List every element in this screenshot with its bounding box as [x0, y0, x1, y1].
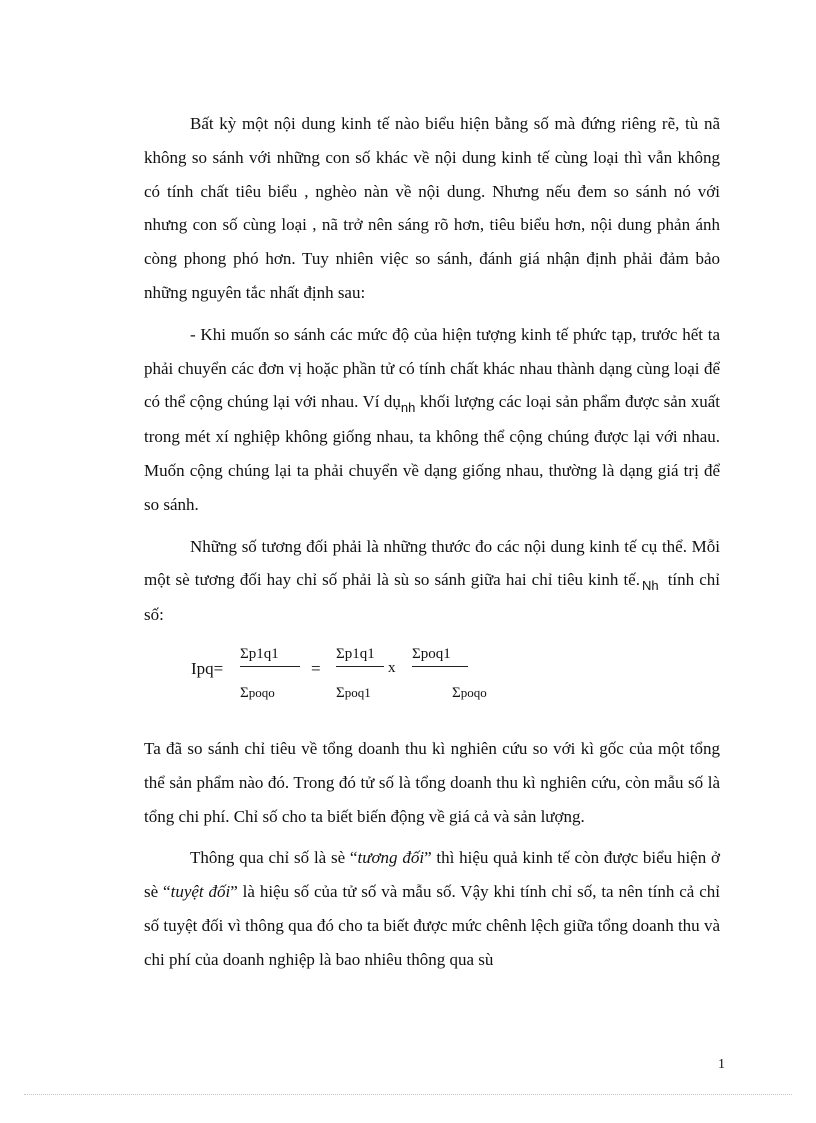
fraction-bar-1 — [240, 666, 300, 667]
paragraph-5-text-a: Thông qua chỉ số là sè “ — [190, 848, 358, 868]
formula-denominator-1-sub: poqo — [248, 684, 275, 700]
paragraph-3 — [144, 530, 720, 632]
italic-term-relative: tương đối — [357, 848, 425, 868]
paragraph-3-text-b: tính chỉ số: — [144, 570, 720, 625]
document-body — [144, 107, 720, 977]
formula-denominator-3-sub: poqo — [460, 684, 487, 700]
formula-denominator-2 — [336, 676, 371, 711]
formula-denominator-2-sub: poq1 — [344, 684, 371, 700]
formula-equals: = — [311, 658, 321, 678]
formula-lhs: Ipq= — [191, 658, 224, 678]
paragraph-1: Bất kỳ một nội dung kinh tế nào biểu hiện bằng số mà đứng riêng rẽ, tù nã không so sánh với những con số khác về nội dung kinh tế cùng loại thì vẫn không có tính chất tiêu biểu , nghèo nàn về nội dung. Nhưng nếu đem so sánh nó với nhưng con số cùng loại , nã trở nên sáng rõ hơn, tiêu biểu hơn, nội dung phản ánh còng phong phó hơn. Tuy nhiên việc so sánh, đánh giá nhận định phải đảm bảo những nguyên tắc nhất định sau: — [144, 114, 720, 302]
paragraph-5-text-c: ” là hiệu số của tử số và mẫu số. Vậy khi tính chỉ số, ta nên tính cả chỉ số tuyệt đối vì thông qua đó cho ta biết được mức chênh lệch giữa tổng doanh thu và chi phí của doanh nghiệp là bao nhiêu thông qua sù — [144, 882, 720, 969]
page-bottom-rule — [24, 1094, 792, 1095]
paragraph-2 — [144, 318, 720, 522]
fraction-bar-3 — [412, 666, 468, 667]
formula-times: x — [388, 659, 396, 676]
formula-numerator-3: Σpoq1 — [412, 645, 451, 662]
formula-denominator-3 — [452, 676, 487, 711]
paragraph-3-text-a: Những số tương đối phải là những thước đo các nội dung kinh tế cụ thể. Mỗi một sè tương đối hay chỉ số phải là sù so sánh giữa hai chỉ tiêu kinh tế. — [144, 536, 720, 590]
fraction-bar-2 — [336, 666, 384, 667]
page-number: 1 — [718, 1057, 725, 1072]
paragraph-4: Ta đã so sánh chỉ tiêu về tổng doanh thu kì nghiên cứu so với kì gốc của một tổng thể sản phẩm nào đó. Trong đó tử số là tổng doanh thu kì nghiên cứu, còn mẫu số là tổng chi phí. Chỉ số cho ta biết biến động về giá cả và sản lượng. — [144, 738, 720, 826]
paragraph-2-text-a: - Khi muốn so sánh các mức độ của hiện tượng kinh tế phức tạp, trước hết ta phải chuyển các đơn vị hoặc phần tử có tính chất khác nhau thành dạng cùng loại để có thể cộng chúng lại với nhau. Ví dụ — [144, 324, 720, 412]
formula-denominator-1 — [240, 676, 275, 711]
formula-numerator-2: Σp1q1 — [336, 645, 375, 662]
italic-term-absolute: tuyệt đối — [170, 882, 231, 902]
abbreviation-mark: Nh — [641, 578, 659, 594]
formula-numerator-1: Σp1q1 — [240, 645, 279, 662]
index-formula — [144, 638, 720, 722]
paragraph-5-text-b: ” thì hiệu quả kinh tế còn được biểu hiện ở sè “ — [144, 848, 720, 902]
sigma-symbol: Σ — [240, 684, 249, 701]
paragraph-5 — [144, 841, 720, 976]
abbreviation-mark: nh — [400, 400, 416, 416]
sigma-symbol: Σ — [336, 684, 345, 701]
sigma-symbol: Σ — [452, 684, 461, 701]
paragraph-2-text-b: khối lượng các loại sản phẩm được sản xuất trong mét xí nghiệp không giống nhau, ta không thể cộng chúng được lại với nhau. Muốn cộng chúng lại ta phải chuyển về dạng giống nhau, thường là dạng giá trị để so sánh. — [144, 392, 721, 514]
